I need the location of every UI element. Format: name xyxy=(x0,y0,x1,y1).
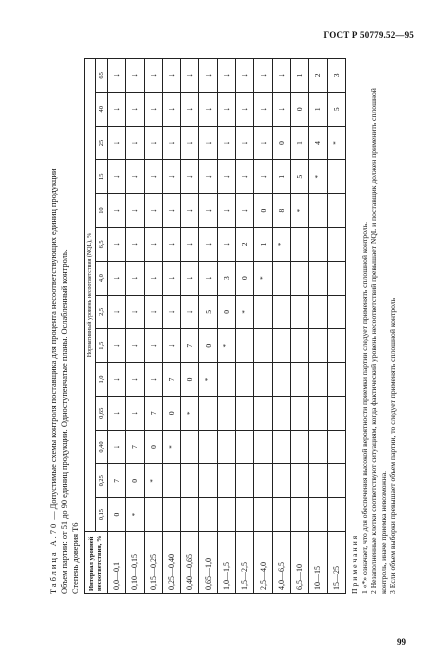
empty-cell xyxy=(327,160,345,194)
sample-value-cell: 0 xyxy=(290,92,308,126)
empty-cell xyxy=(217,430,235,464)
row-interval-label: 4,0—6,5 xyxy=(272,532,290,594)
down-arrow-icon: ↓ xyxy=(181,194,199,228)
empty-cell xyxy=(327,464,345,498)
down-arrow-icon: ↓ xyxy=(126,227,144,261)
caption-title: — Допустимые схемы контроля поставщика для процента несоответствующих единиц продукции xyxy=(49,168,58,522)
full-inspection-mark: * xyxy=(199,363,217,397)
empty-cell xyxy=(272,430,290,464)
row-interval-label: 0,10—0,15 xyxy=(126,532,144,594)
sample-value-cell: 0 xyxy=(199,329,217,363)
down-arrow-icon: ↓ xyxy=(144,227,162,261)
note-1: 1 «*» означает, что для обеспечения высокой вероятности приемки партии следует применять сплошной контроль. xyxy=(359,221,369,594)
nql-column-header: 2,5 xyxy=(96,295,108,329)
row-interval-label: 10—15 xyxy=(309,532,327,594)
down-arrow-icon: ↓ xyxy=(108,59,126,93)
sample-value-cell: 1 xyxy=(272,160,290,194)
document-header: ГОСТ Р 50779.52—95 xyxy=(323,30,414,40)
table-row xyxy=(309,59,327,594)
empty-cell xyxy=(272,498,290,532)
empty-cell xyxy=(290,227,308,261)
down-arrow-icon: ↓ xyxy=(108,160,126,194)
down-arrow-icon: ↓ xyxy=(162,92,180,126)
sample-value-cell: 0 xyxy=(272,126,290,160)
sample-value-cell: 3 xyxy=(327,59,345,93)
sample-value-cell: 0 xyxy=(254,194,272,228)
empty-cell xyxy=(327,363,345,397)
down-arrow-icon: ↓ xyxy=(162,126,180,160)
empty-cell xyxy=(254,498,272,532)
down-arrow-icon: ↓ xyxy=(217,160,235,194)
sample-value-cell: 5 xyxy=(199,295,217,329)
table-row xyxy=(162,59,180,594)
empty-cell xyxy=(254,329,272,363)
down-arrow-icon: ↓ xyxy=(144,295,162,329)
empty-cell xyxy=(327,329,345,363)
sample-value-cell: 2 xyxy=(236,227,254,261)
down-arrow-icon: ↓ xyxy=(181,261,199,295)
empty-cell xyxy=(144,498,162,532)
nql-column-header: 10 xyxy=(96,194,108,228)
row-interval-label: 0,15—0,25 xyxy=(144,532,162,594)
empty-cell xyxy=(254,464,272,498)
down-arrow-icon: ↓ xyxy=(108,227,126,261)
full-inspection-mark: * xyxy=(126,498,144,532)
down-arrow-icon: ↓ xyxy=(199,92,217,126)
down-arrow-icon: ↓ xyxy=(144,194,162,228)
full-inspection-mark: * xyxy=(327,126,345,160)
table-row xyxy=(327,59,345,594)
down-arrow-icon: ↓ xyxy=(254,160,272,194)
corner-header: Интервал уровней несоответствия, % xyxy=(85,532,108,594)
empty-cell xyxy=(254,396,272,430)
row-interval-label: 0,25—0,40 xyxy=(162,532,180,594)
empty-cell xyxy=(272,329,290,363)
down-arrow-icon: ↓ xyxy=(126,329,144,363)
nql-column-header: 6,5 xyxy=(96,227,108,261)
sample-value-cell: 3 xyxy=(217,261,235,295)
row-interval-label: 1,5—2,5 xyxy=(236,532,254,594)
down-arrow-icon: ↓ xyxy=(217,227,235,261)
note-2: 2 Незаполненные клетки соответствуют ситуациям, когда фактический уровень несоответствий превышает NQL и поставщик должен применить сплошной контроль, иначе приемка невозможна. xyxy=(369,88,388,594)
empty-cell xyxy=(254,295,272,329)
sample-value-cell: 5 xyxy=(327,92,345,126)
empty-cell xyxy=(217,498,235,532)
sample-value-cell: 0 xyxy=(144,430,162,464)
down-arrow-icon: ↓ xyxy=(199,160,217,194)
sample-value-cell: 7 xyxy=(181,329,199,363)
sample-value-cell: 1 xyxy=(290,59,308,93)
empty-cell xyxy=(327,227,345,261)
down-arrow-icon: ↓ xyxy=(108,396,126,430)
down-arrow-icon: ↓ xyxy=(108,329,126,363)
down-arrow-icon: ↓ xyxy=(108,261,126,295)
down-arrow-icon: ↓ xyxy=(108,126,126,160)
empty-cell xyxy=(290,363,308,397)
row-interval-label: 0,65—1,0 xyxy=(199,532,217,594)
down-arrow-icon: ↓ xyxy=(126,59,144,93)
down-arrow-icon: ↓ xyxy=(144,160,162,194)
empty-cell xyxy=(327,261,345,295)
down-arrow-icon: ↓ xyxy=(108,92,126,126)
full-inspection-mark: * xyxy=(217,329,235,363)
full-inspection-mark: * xyxy=(162,430,180,464)
table-notes xyxy=(350,58,398,594)
table-row xyxy=(144,59,162,594)
down-arrow-icon: ↓ xyxy=(126,261,144,295)
down-arrow-icon: ↓ xyxy=(162,160,180,194)
down-arrow-icon: ↓ xyxy=(144,363,162,397)
nql-column-header: 4,0 xyxy=(96,261,108,295)
down-arrow-icon: ↓ xyxy=(144,126,162,160)
down-arrow-icon: ↓ xyxy=(181,295,199,329)
down-arrow-icon: ↓ xyxy=(217,92,235,126)
down-arrow-icon: ↓ xyxy=(126,160,144,194)
rotated-content xyxy=(48,58,398,594)
nql-column-header: 1,0 xyxy=(96,363,108,397)
nql-super-header: Нормативный уровень несоответствия (NQL), % xyxy=(85,59,96,532)
sample-value-cell: 8 xyxy=(272,194,290,228)
row-interval-label: 0,0—0,1 xyxy=(108,532,126,594)
down-arrow-icon: ↓ xyxy=(162,194,180,228)
down-arrow-icon: ↓ xyxy=(199,59,217,93)
empty-cell xyxy=(217,363,235,397)
sample-value-cell: 4 xyxy=(309,126,327,160)
down-arrow-icon: ↓ xyxy=(181,126,199,160)
down-arrow-icon: ↓ xyxy=(162,59,180,93)
empty-cell xyxy=(309,498,327,532)
sample-value-cell: 0 xyxy=(162,396,180,430)
empty-cell xyxy=(236,363,254,397)
sample-value-cell: 7 xyxy=(108,464,126,498)
empty-cell xyxy=(309,227,327,261)
down-arrow-icon: ↓ xyxy=(108,363,126,397)
down-arrow-icon: ↓ xyxy=(199,227,217,261)
down-arrow-icon: ↓ xyxy=(217,59,235,93)
empty-cell xyxy=(327,194,345,228)
empty-cell xyxy=(309,464,327,498)
down-arrow-icon: ↓ xyxy=(236,59,254,93)
down-arrow-icon: ↓ xyxy=(126,295,144,329)
down-arrow-icon: ↓ xyxy=(199,261,217,295)
nql-column-header: 0,25 xyxy=(96,464,108,498)
full-inspection-mark: * xyxy=(181,396,199,430)
down-arrow-icon: ↓ xyxy=(254,126,272,160)
down-arrow-icon: ↓ xyxy=(144,261,162,295)
empty-cell xyxy=(272,464,290,498)
down-arrow-icon: ↓ xyxy=(236,126,254,160)
empty-cell xyxy=(290,396,308,430)
sample-value-cell: 7 xyxy=(144,396,162,430)
empty-cell xyxy=(290,430,308,464)
empty-cell xyxy=(290,295,308,329)
sample-value-cell: 1 xyxy=(309,92,327,126)
down-arrow-icon: ↓ xyxy=(272,59,290,93)
nql-column-header: 0,40 xyxy=(96,430,108,464)
down-arrow-icon: ↓ xyxy=(162,329,180,363)
empty-cell xyxy=(199,498,217,532)
page-number: 99 xyxy=(397,637,406,647)
down-arrow-icon: ↓ xyxy=(162,295,180,329)
caption-line-1 xyxy=(48,58,59,594)
nql-table xyxy=(84,58,346,594)
nql-column-header: 40 xyxy=(96,92,108,126)
sample-value-cell: 0 xyxy=(217,295,235,329)
empty-cell xyxy=(272,396,290,430)
down-arrow-icon: ↓ xyxy=(126,126,144,160)
down-arrow-icon: ↓ xyxy=(162,261,180,295)
empty-cell xyxy=(199,430,217,464)
table-row xyxy=(126,59,144,594)
empty-cell xyxy=(309,430,327,464)
table-row xyxy=(272,59,290,594)
empty-cell xyxy=(272,363,290,397)
down-arrow-icon: ↓ xyxy=(126,363,144,397)
empty-cell xyxy=(236,396,254,430)
empty-cell xyxy=(327,396,345,430)
notes-title: Примечания xyxy=(350,533,359,594)
table-caption xyxy=(48,58,81,594)
empty-cell xyxy=(217,464,235,498)
down-arrow-icon: ↓ xyxy=(181,160,199,194)
down-arrow-icon: ↓ xyxy=(181,92,199,126)
full-inspection-mark: * xyxy=(254,261,272,295)
sample-value-cell: 0 xyxy=(108,498,126,532)
empty-cell xyxy=(181,464,199,498)
full-inspection-mark: * xyxy=(272,227,290,261)
empty-cell xyxy=(309,295,327,329)
sample-value-cell: 5 xyxy=(290,160,308,194)
down-arrow-icon: ↓ xyxy=(126,92,144,126)
down-arrow-icon: ↓ xyxy=(236,92,254,126)
empty-cell xyxy=(254,430,272,464)
empty-cell xyxy=(290,329,308,363)
empty-cell xyxy=(236,498,254,532)
empty-cell xyxy=(162,464,180,498)
down-arrow-icon: ↓ xyxy=(254,92,272,126)
down-arrow-icon: ↓ xyxy=(217,126,235,160)
row-interval-label: 2,5—4,0 xyxy=(254,532,272,594)
empty-cell xyxy=(217,396,235,430)
empty-cell xyxy=(290,464,308,498)
empty-cell xyxy=(272,261,290,295)
empty-cell xyxy=(309,194,327,228)
nql-column-header: 15 xyxy=(96,160,108,194)
table-row xyxy=(108,59,126,594)
table-row xyxy=(199,59,217,594)
sample-value-cell: 2 xyxy=(309,59,327,93)
empty-cell xyxy=(254,363,272,397)
nql-column-header: 65 xyxy=(96,59,108,93)
full-inspection-mark: * xyxy=(309,160,327,194)
empty-cell xyxy=(272,295,290,329)
caption-label: Таблица А.70 xyxy=(49,521,58,594)
down-arrow-icon: ↓ xyxy=(144,59,162,93)
down-arrow-icon: ↓ xyxy=(181,59,199,93)
nql-column-header: 0,15 xyxy=(96,498,108,532)
table-row xyxy=(290,59,308,594)
empty-cell xyxy=(236,430,254,464)
down-arrow-icon: ↓ xyxy=(181,227,199,261)
empty-cell xyxy=(327,430,345,464)
down-arrow-icon: ↓ xyxy=(144,329,162,363)
table-row xyxy=(217,59,235,594)
empty-cell xyxy=(309,261,327,295)
table-row xyxy=(254,59,272,594)
down-arrow-icon: ↓ xyxy=(162,227,180,261)
down-arrow-icon: ↓ xyxy=(236,160,254,194)
row-interval-label: 15—25 xyxy=(327,532,345,594)
table-row xyxy=(181,59,199,594)
down-arrow-icon: ↓ xyxy=(272,92,290,126)
empty-cell xyxy=(236,464,254,498)
empty-cell xyxy=(290,498,308,532)
nql-column-header: 1,5 xyxy=(96,329,108,363)
empty-cell xyxy=(199,396,217,430)
full-inspection-mark: * xyxy=(290,194,308,228)
empty-cell xyxy=(309,396,327,430)
empty-cell xyxy=(290,261,308,295)
sample-value-cell: 0 xyxy=(181,363,199,397)
down-arrow-icon: ↓ xyxy=(108,430,126,464)
down-arrow-icon: ↓ xyxy=(108,295,126,329)
full-inspection-mark: * xyxy=(144,464,162,498)
row-interval-label: 6,5—10 xyxy=(290,532,308,594)
note-3: 3 Если объем выборки превышает объем партии, то следует применять сплошной контроль xyxy=(388,297,398,594)
empty-cell xyxy=(181,430,199,464)
empty-cell xyxy=(327,295,345,329)
caption-line-3: Степень доверия Т6 xyxy=(71,522,80,594)
empty-cell xyxy=(181,498,199,532)
sample-value-cell: 1 xyxy=(290,126,308,160)
sample-value-cell: 0 xyxy=(126,464,144,498)
empty-cell xyxy=(309,363,327,397)
sample-value-cell: 7 xyxy=(162,363,180,397)
full-inspection-mark: * xyxy=(236,295,254,329)
empty-cell xyxy=(309,329,327,363)
down-arrow-icon: ↓ xyxy=(144,92,162,126)
empty-cell xyxy=(327,498,345,532)
sample-value-cell: 1 xyxy=(254,227,272,261)
empty-cell xyxy=(236,329,254,363)
down-arrow-icon: ↓ xyxy=(254,59,272,93)
sample-value-cell: 7 xyxy=(126,430,144,464)
row-interval-label: 1,0—1,5 xyxy=(217,532,235,594)
down-arrow-icon: ↓ xyxy=(126,396,144,430)
nql-column-header: 0,65 xyxy=(96,396,108,430)
sample-value-cell: 0 xyxy=(236,261,254,295)
down-arrow-icon: ↓ xyxy=(199,194,217,228)
table-row xyxy=(236,59,254,594)
down-arrow-icon: ↓ xyxy=(199,126,217,160)
down-arrow-icon: ↓ xyxy=(108,194,126,228)
empty-cell xyxy=(162,498,180,532)
down-arrow-icon: ↓ xyxy=(217,194,235,228)
row-interval-label: 0,40—0,65 xyxy=(181,532,199,594)
caption-line-2: Объем партии: от 51 до 90 единиц продукции. Одноступенчатые планы. Ослабленный контроль. xyxy=(60,249,69,594)
down-arrow-icon: ↓ xyxy=(126,194,144,228)
nql-column-header: 25 xyxy=(96,126,108,160)
down-arrow-icon: ↓ xyxy=(236,194,254,228)
empty-cell xyxy=(199,464,217,498)
